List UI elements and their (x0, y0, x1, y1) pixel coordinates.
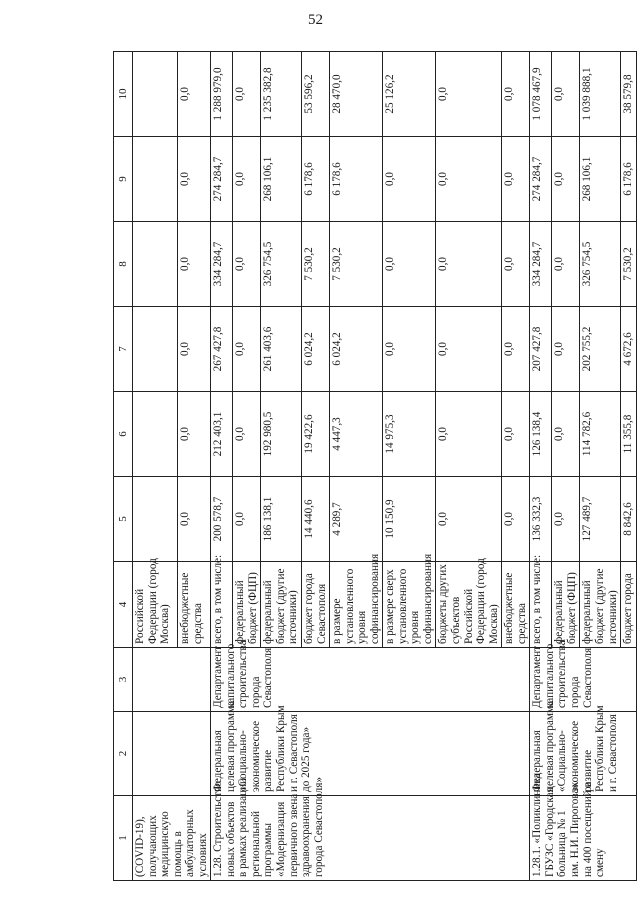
cell-line: экономическое (568, 720, 581, 792)
block1-value-col8: 0,0 (383, 222, 436, 307)
block2-value-col6: 114 782,6 (580, 392, 621, 477)
cell-line: Российской (462, 588, 475, 644)
block1-funding-source (211, 554, 233, 648)
cell-line: города (249, 676, 262, 708)
block1-value-col7: 6 024,2 (302, 307, 330, 392)
block1-value-col9: 274 284,7 (211, 137, 233, 222)
cell-line: первичного звена (287, 793, 300, 877)
cell-line: города (568, 676, 581, 708)
cell-line: капитального (224, 643, 237, 708)
block1-value-col10: 0,0 (233, 52, 261, 137)
block2-executor (530, 640, 637, 712)
block1-value-col7: 261 403,6 (261, 307, 302, 392)
block1-value-col6: 0,0 (502, 392, 530, 477)
cell-line: бюджет (другие (593, 568, 606, 644)
cell-line: здравоохранения (300, 796, 313, 877)
column-number-9: 9 (114, 137, 133, 222)
cell-line: бюджет (ФЦП) (565, 572, 578, 644)
block2-funding-source (621, 562, 637, 648)
block2-value-col5: 0,0 (552, 477, 580, 562)
cell-line: Федерации (город (475, 558, 488, 644)
cell-line: в рамках реализации (237, 777, 250, 877)
block2-value-col8: 334 284,7 (530, 222, 552, 307)
cell-line: средства (191, 602, 204, 644)
block0-funding-source (178, 562, 211, 648)
block2-value-col5: 127 489,7 (580, 477, 621, 562)
block0-object-name (133, 796, 211, 881)
cell-line: источники) (606, 590, 619, 644)
block1-value-col5: 10 150,9 (383, 477, 436, 562)
cell-line: федеральный (234, 580, 247, 644)
block2-funding-source (552, 562, 580, 648)
cell-line: «Модернизация (275, 801, 288, 877)
block1-value-col7: 6 024,2 (330, 307, 383, 392)
block0-value-col7: 0,0 (178, 307, 211, 392)
cell-line: внебюджетные (503, 572, 516, 644)
block2-value-col7: 207 427,8 (530, 307, 552, 392)
cell-line: города Севастополя» (312, 777, 325, 877)
block1-value-col9: 6 178,6 (302, 137, 330, 222)
block1-value-col9: 0,0 (233, 137, 261, 222)
block1-funding-source (302, 562, 330, 648)
block2-value-col6: 0,0 (552, 392, 580, 477)
block2-program (530, 701, 637, 796)
block2-value-col10: 1 039 888,1 (580, 52, 621, 137)
block2-value-col8: 0,0 (552, 222, 580, 307)
block1-value-col8: 0,0 (502, 222, 530, 307)
block1-value-col8: 326 754,5 (261, 222, 302, 307)
block1-funding-source (436, 558, 502, 648)
block0-row (133, 52, 178, 881)
block0-value-col10: 0,0 (178, 52, 211, 137)
block1-value-col6: 212 403,1 (211, 392, 233, 477)
block1-value-col5: 186 138,1 (261, 477, 302, 562)
cell-line: Федерации (город (146, 558, 159, 644)
block0-value-col10 (133, 52, 178, 137)
cell-line: «Социально- (237, 730, 250, 792)
block2-value-col6: 126 138,4 (530, 392, 552, 477)
block1-funding-source (233, 562, 261, 648)
block1-value-col5: 0,0 (436, 477, 502, 562)
block0-program (133, 712, 211, 796)
cell-line: условиях (196, 833, 209, 877)
cell-line: Республики Крым (594, 705, 607, 792)
block2-value-col8: 326 754,5 (580, 222, 621, 307)
block1-value-col8: 7 530,2 (302, 222, 330, 307)
block1-value-col7: 0,0 (383, 307, 436, 392)
cell-line: установленного (343, 568, 356, 644)
cell-line: источники) (287, 590, 300, 644)
cell-line: Российской (134, 588, 146, 644)
cell-line: целевая программа (543, 701, 556, 792)
column-number-3: 3 (114, 648, 133, 712)
budget-table-rotated (113, 52, 635, 881)
cell-line: 1.28.1. «Поликлиника (531, 773, 544, 877)
cell-line: в размере сверх (384, 569, 397, 644)
cell-line: смену (594, 848, 607, 877)
cell-line: больница № 1 (556, 810, 569, 877)
block1-funding-source (502, 562, 530, 648)
block1-value-col6: 0,0 (436, 392, 502, 477)
block1-value-col6: 4 447,3 (330, 392, 383, 477)
column-number-4: 4 (114, 562, 133, 648)
cell-line: целевая программа (224, 701, 237, 792)
column-number-1: 1 (114, 796, 133, 881)
block2-value-col7: 202 755,2 (580, 307, 621, 392)
block1-value-col9: 0,0 (436, 137, 502, 222)
block1-value-col10: 1 288 979,0 (211, 52, 233, 137)
block1-value-col10: 1 235 382,8 (261, 52, 302, 137)
cell-line: (COVID-19), (134, 816, 146, 877)
block0-value-col5: 0,0 (178, 477, 211, 562)
cell-line: Москва) (159, 604, 172, 644)
cell-line: Департамент (531, 645, 544, 708)
block1-value-col6: 192 980,5 (261, 392, 302, 477)
block1-funding-source (383, 553, 436, 648)
block2-value-col10: 1 078 467,9 (530, 52, 552, 137)
cell-line: бюджет города (303, 573, 316, 644)
cell-line: в размере (331, 598, 344, 644)
block2-object-name (530, 773, 637, 881)
cell-line: строительства (237, 640, 250, 708)
block1-value-col8: 334 284,7 (211, 222, 233, 307)
cell-line: уровня (409, 610, 422, 644)
column-number-5: 5 (114, 477, 133, 562)
block2-value-col5: 8 842,6 (621, 477, 637, 562)
cell-line: софинансирования (368, 553, 381, 644)
block2-value-col5: 136 332,3 (530, 477, 552, 562)
block2-funding-source (580, 562, 621, 648)
cell-line: Федеральная (212, 730, 225, 792)
block2-funding-source (530, 554, 552, 648)
block2-value-col9: 274 284,7 (530, 137, 552, 222)
block2-value-col7: 0,0 (552, 307, 580, 392)
block1-value-col7: 0,0 (436, 307, 502, 392)
block2-value-col10: 38 579,8 (621, 52, 637, 137)
cell-line: развитие (262, 749, 275, 792)
column-number-8: 8 (114, 222, 133, 307)
cell-line: и г. Севастополя (287, 714, 300, 792)
block1-value-col5: 200 578,7 (211, 477, 233, 562)
block0-value-col6 (133, 392, 178, 477)
cell-line: программы (262, 823, 275, 877)
cell-line: уровня (356, 610, 369, 644)
cell-line: всего, в том числе: (212, 554, 225, 644)
cell-line: развитие (581, 749, 594, 792)
page-number: 52 (308, 12, 323, 28)
block2-value-col9: 6 178,6 (621, 137, 637, 222)
cell-line: бюджет города (622, 573, 635, 644)
cell-line: и г. Севастополя (606, 714, 619, 792)
cell-line: получающих (146, 815, 159, 877)
cell-line: капитального (543, 643, 556, 708)
block1-value-col10: 25 126,2 (383, 52, 436, 137)
cell-line: амбулаторных (184, 809, 197, 877)
column-number-10: 10 (114, 52, 133, 137)
cell-line: им. Н.И. Пирогова» (568, 782, 581, 877)
block2-row (530, 52, 552, 881)
block1-value-col10: 0,0 (436, 52, 502, 137)
cell-line: Республики Крым (275, 705, 288, 792)
block0-value-col9: 0,0 (178, 137, 211, 222)
block1-program (211, 701, 530, 796)
column-number-2: 2 (114, 712, 133, 796)
cell-line: бюджеты других (437, 564, 450, 644)
block1-funding-source (330, 553, 383, 648)
block1-value-col6: 14 975,3 (383, 392, 436, 477)
cell-line: помощь в (171, 831, 184, 877)
cell-line: софинансирования (421, 553, 434, 644)
block1-value-col9: 0,0 (383, 137, 436, 222)
cell-line: экономическое (249, 720, 262, 792)
cell-line: Севастополя (315, 583, 328, 644)
block0-value-col9 (133, 137, 178, 222)
cell-line: бюджет (другие (274, 568, 287, 644)
cell-line: Департамент (212, 645, 225, 708)
block1-object-name (211, 777, 530, 881)
cell-line: 1.28. Строительство (212, 781, 225, 877)
block1-value-col7: 0,0 (502, 307, 530, 392)
budget-table (113, 51, 637, 881)
block1-value-col7: 267 427,8 (211, 307, 233, 392)
cell-line: Федеральная (531, 730, 544, 792)
block2-value-col6: 11 355,8 (621, 392, 637, 477)
cell-line: федеральный (581, 580, 594, 644)
cell-line: строительства (556, 640, 569, 708)
block0-value-col7 (133, 307, 178, 392)
cell-line: средства (515, 602, 528, 644)
block1-value-col10: 28 470,0 (330, 52, 383, 137)
block0-executor (133, 648, 211, 712)
block1-value-col8: 0,0 (233, 222, 261, 307)
cell-line: всего, в том числе: (531, 554, 544, 644)
column-number-6: 6 (114, 392, 133, 477)
block1-value-col8: 0,0 (436, 222, 502, 307)
block1-value-col6: 0,0 (233, 392, 261, 477)
block1-value-col5: 14 440,6 (302, 477, 330, 562)
block1-value-col9: 0,0 (502, 137, 530, 222)
cell-line: субъектов (450, 596, 463, 644)
block1-value-col9: 6 178,6 (330, 137, 383, 222)
block1-value-col9: 268 106,1 (261, 137, 302, 222)
block1-value-col7: 0,0 (233, 307, 261, 392)
cell-line: «Социально- (556, 730, 569, 792)
block2-value-col9: 268 106,1 (580, 137, 621, 222)
block0-value-col6: 0,0 (178, 392, 211, 477)
block2-value-col9: 0,0 (552, 137, 580, 222)
header-row (114, 52, 133, 881)
block2-value-col8: 7 530,2 (621, 222, 637, 307)
cell-line: Севастополя (581, 647, 594, 708)
block1-funding-source (261, 562, 302, 648)
cell-line: Севастополя (262, 647, 275, 708)
block1-value-col5: 0,0 (233, 477, 261, 562)
column-number-7: 7 (114, 307, 133, 392)
cell-line: бюджет (ФЦП) (246, 572, 259, 644)
block1-row (211, 52, 233, 881)
cell-line: медицинскую (159, 811, 172, 877)
block2-value-col7: 4 672,6 (621, 307, 637, 392)
cell-line: до 2025 года» (300, 726, 313, 792)
cell-line: ГБУЗС «Городская (543, 787, 556, 877)
block0-value-col8: 0,0 (178, 222, 211, 307)
block1-value-col10: 0,0 (502, 52, 530, 137)
block0-funding-source (133, 558, 178, 648)
block1-value-col8: 7 530,2 (330, 222, 383, 307)
block1-value-col5: 4 289,7 (330, 477, 383, 562)
cell-line: федеральный (553, 580, 566, 644)
block0-value-col5 (133, 477, 178, 562)
cell-line: на 400 посещений в (581, 782, 594, 877)
cell-line: федеральный (262, 580, 275, 644)
block1-value-col5: 0,0 (502, 477, 530, 562)
block2-value-col10: 0,0 (552, 52, 580, 137)
block1-value-col10: 53 596,2 (302, 52, 330, 137)
cell-line: внебюджетные (179, 572, 192, 644)
block0-value-col8 (133, 222, 178, 307)
cell-line: новых объектов (224, 801, 237, 877)
cell-line: Москва) (487, 604, 500, 644)
cell-line: установленного (396, 568, 409, 644)
cell-line: региональной (249, 810, 262, 877)
block1-value-col6: 19 422,6 (302, 392, 330, 477)
block1-executor (211, 640, 530, 712)
